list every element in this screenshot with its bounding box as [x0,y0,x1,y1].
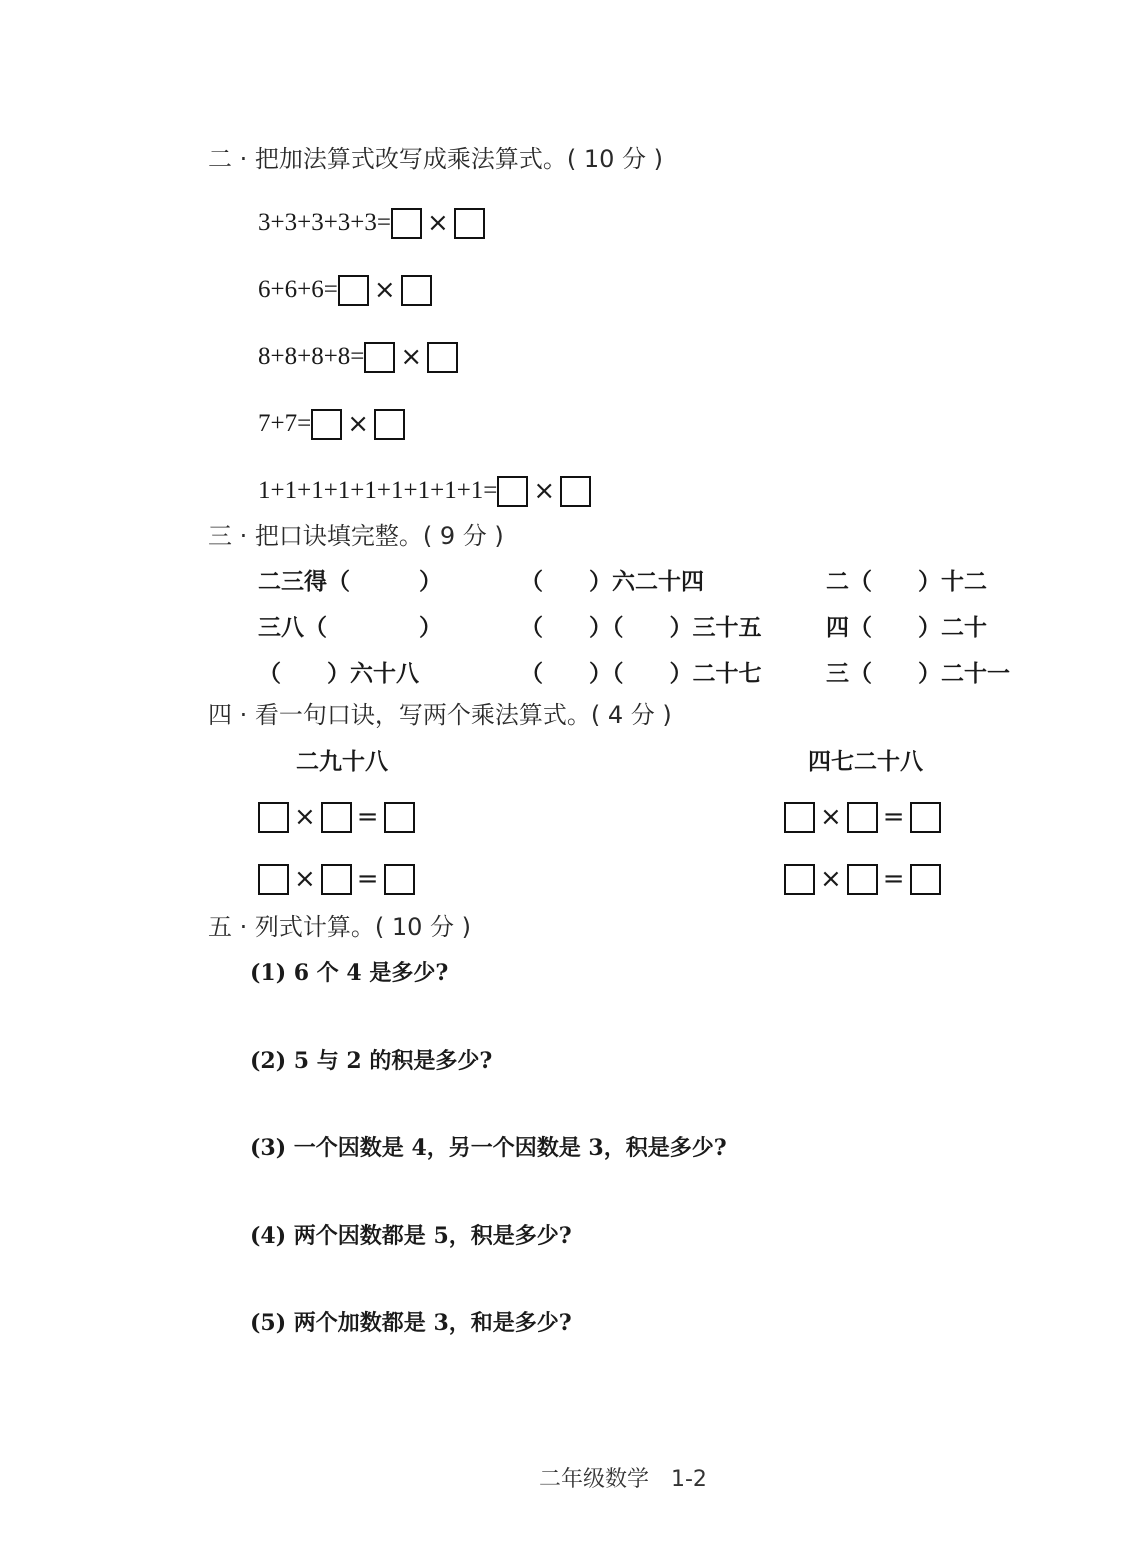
answer-box[interactable] [847,802,878,833]
times-sign: × [427,207,449,238]
rhyme-fill-r3c1[interactable]: （ ）六十八 [258,660,419,687]
answer-box[interactable] [338,275,369,306]
answer-box[interactable] [391,208,422,239]
times-sign: × [400,341,423,372]
rhyme-fill-r3c2[interactable]: （ ）（ ）二十七 [520,660,762,687]
addition-expression: 8+8+8+8= [258,343,365,370]
add-to-multiply-row-1 [258,206,485,240]
rhyme-left: 二九十八 [296,748,388,775]
times-sign: × [294,864,316,894]
rhyme-fill-r1c3[interactable]: 二（ ）十二 [826,568,987,595]
answer-box[interactable] [784,802,815,833]
answer-box[interactable] [374,409,405,440]
answer-box[interactable] [321,864,352,895]
rhyme-fill-r2c1[interactable]: 三八（ ） [258,614,442,641]
times-sign: × [347,408,369,439]
add-to-multiply-row-5 [258,474,591,508]
addition-expression: 6+6+6= [258,276,338,303]
answer-box[interactable] [454,208,485,239]
equation-left-2 [258,864,415,895]
times-sign: × [533,475,556,506]
question-1: (1) 6 个 4 是多少? [250,960,449,986]
equals-sign: = [882,864,905,894]
answer-box[interactable] [847,864,878,895]
answer-box[interactable] [384,802,415,833]
rhyme-right: 四七二十八 [808,748,923,775]
section-3-heading: 三 · 把口诀填完整。( 9 分 ) [208,522,504,550]
add-to-multiply-row-4 [258,407,405,441]
equals-sign: = [356,802,379,832]
rhyme-fill-r1c2[interactable]: （ ）六二十四 [520,568,704,595]
add-to-multiply-row-2 [258,273,432,307]
add-to-multiply-row-3 [258,340,458,374]
answer-box[interactable] [497,476,528,507]
section-2-heading: 二 · 把加法算式改写成乘法算式。( 10 分 ) [208,145,664,173]
answer-box[interactable] [364,342,395,373]
answer-box[interactable] [258,864,289,895]
equation-right-1 [784,802,941,833]
section-4-heading: 四 · 看一句口诀，写两个乘法算式。( 4 分 ) [208,701,672,729]
addition-expression: 1+1+1+1+1+1+1+1+1= [258,477,498,504]
answer-box[interactable] [910,864,941,895]
answer-box[interactable] [427,342,458,373]
question-4: (4) 两个因数都是 5，积是多少? [250,1223,572,1249]
equation-left-1 [258,802,415,833]
times-sign: × [373,274,396,305]
rhyme-fill-r2c2[interactable]: （ ）（ ）三十五 [520,614,762,641]
question-5: (5) 两个加数都是 3，和是多少? [250,1310,572,1336]
answer-box[interactable] [384,864,415,895]
section-5-heading: 五 · 列式计算。( 10 分 ) [208,913,472,941]
question-2: (2) 5 与 2 的积是多少? [250,1048,493,1074]
answer-box[interactable] [910,802,941,833]
answer-box[interactable] [258,802,289,833]
addition-expression: 3+3+3+3+3= [258,209,391,236]
equation-right-2 [784,864,941,895]
equals-sign: = [882,802,905,832]
equals-sign: = [356,864,379,894]
times-sign: × [294,802,316,832]
rhyme-fill-r3c3[interactable]: 三（ ）二十一 [826,660,1010,687]
question-3: (3) 一个因数是 4，另一个因数是 3，积是多少? [250,1135,727,1161]
answer-box[interactable] [321,802,352,833]
page-footer: 二年级数学 1-2 [539,1467,707,1492]
times-sign: × [820,864,842,894]
answer-box[interactable] [401,275,432,306]
times-sign: × [820,802,842,832]
rhyme-fill-r1c1[interactable]: 二三得（ ） [258,568,442,595]
answer-box[interactable] [560,476,591,507]
answer-box[interactable] [784,864,815,895]
rhyme-fill-r2c3[interactable]: 四（ ）二十 [826,614,987,641]
addition-expression: 7+7= [258,410,312,437]
answer-box[interactable] [311,409,342,440]
